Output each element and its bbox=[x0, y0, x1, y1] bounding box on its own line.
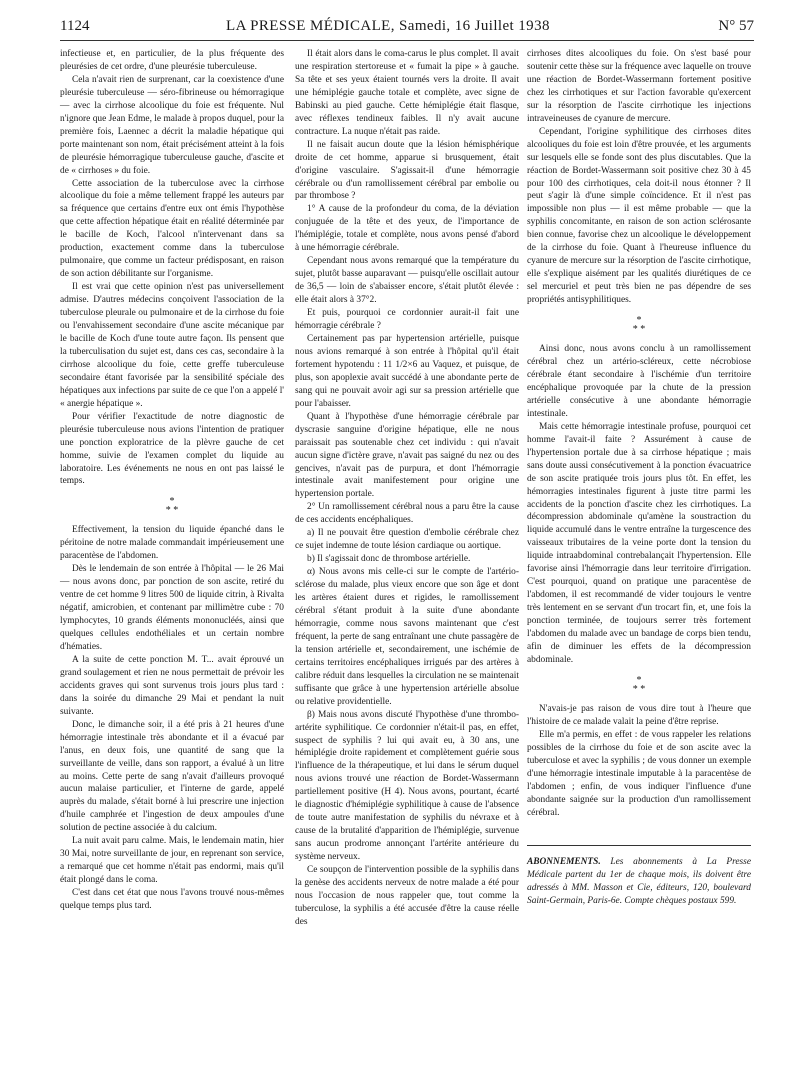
subscription-label: ABONNEMENTS. bbox=[527, 857, 601, 868]
paragraph: Ce soupçon de l'intervention possible de la syphilis dans la genèse des accidents nerveux de notre malade a été pour nous l'occasion de nous rappeler que, tout comme la tuberculose, la syphilis a été accusée d'être la cause réelle des bbox=[295, 865, 519, 927]
paragraph: Quant à l'hypothèse d'une hémorragie cérébrale par dyscrasie sanguine d'origine hépatique, elle ne nous paraissait pas soutenable chez cet individu : qui n'avait aucun signe d'ictère grave, n'avait pas saigné du nez ou des gencives, n'avait pas de purpura, et dont l'hémorragie intestinale avait manifestement pour origine une hypertension portale. bbox=[295, 411, 519, 500]
section-separator: * * * bbox=[632, 674, 646, 695]
column-right bbox=[527, 48, 751, 908]
paragraph: N'avais-je pas raison de vous dire tout à l'heure que l'histoire de ce malade valait la peine d'être reprise. bbox=[527, 703, 751, 727]
paragraph: Donc, le dimanche soir, il a été pris à 21 heures d'une hémorragie intestinale très abondante et il a évacué par l'anus, en deux fois, une quantité de sang que la surveillante de veille, dans son rapport, a évalué à un litre au moins. Cette perte de sang n'avait d'ailleurs provoqué aucun malaise particulier, et l'interne de garde, appelé auprès du malade, s'était borné à lui prescrire une injection d'huile camphrée et l'ingestion de deux ampoules d'une solution de pectine associée à du calcium. bbox=[60, 719, 284, 834]
paragraph: Il ne faisait aucun doute que la lésion hémisphérique droite de cet homme, apparue si brusquement, était d'origine vasculaire. S'agissait-il d'une hémorragie cérébrale ou d'un ramollissement cérébral par embolie ou par thrombose ? bbox=[295, 139, 519, 202]
page-header bbox=[60, 18, 754, 40]
paragraph: 2° Un ramollissement cérébral nous a paru être la cause de ces accidents encéphaliques. bbox=[295, 502, 519, 526]
subscription-text: Les abonnements à La Presse Médicale partent du 1er de chaque mois, ils doivent être adressés à MM. Masson et Cie, éditeurs, 120, boulevard Saint-Germain, Paris-6e. Compte chèques postaux 599. bbox=[527, 857, 751, 907]
paragraph: Et puis, pourquoi ce cordonnier aurait-il fait une hémorragie cérébrale ? bbox=[295, 308, 519, 332]
paragraph: Cela n'avait rien de surprenant, car la coexistence d'une pleurésie tuberculeuse — séro-fibrineuse ou hémorragique — avec la cirrhose alcoolique du foie est fréquente. Nul n'ignore que Jean Edme, le malade à propos duquel, pour la première fois, Laennec a décrit la maladie hépatique qui porte maintenant son nom, était précisément atteint à la fois de pleurésie hémorragique tuberculeuse gauche, d'ascite et de « cirrhoses » du foie. bbox=[60, 74, 284, 176]
paragraph: Ainsi donc, nous avons conclu à un ramollissement cérébral chez un artério-scléreux, cette nécrobiose cérébrale étant secondaire à l'ischémie d'un territoire encéphalique provoquée par la chute de la pression artérielle consécutive à une abondante hémorragie intestinale. bbox=[527, 344, 751, 419]
paragraph: Pour vérifier l'exactitude de notre diagnostic de pleurésie tuberculeuse nous avions l'intention de pratiquer une ponction exploratrice de la plèvre gauche de cet homme, suivie de l'examen complet du liquide au laboratoire. Les événements ne nous en ont pas laissé le temps. bbox=[60, 411, 284, 487]
subscription-notice bbox=[527, 845, 751, 908]
paragraph: b) Il s'agissait donc de thrombose artérielle. bbox=[307, 554, 471, 565]
paragraph: 1° A cause de la profondeur du coma, de la déviation conjuguée de la tête et des yeux, de l'importance de l'hémiplégie, totale et complète, nous avons pensé d'abord à une hémorragie cérébrale. bbox=[295, 204, 519, 254]
paragraph: Cependant, l'origine syphilitique des cirrhoses dites alcooliques du foie est loin d'être prouvée, et les arguments sur lesquels elle se fonde sont des plus discutables. Que la réaction de Bordet-Wassermann soit positive chez 30 à 45 pour 100 des cirrhotiques, cela doit-il nous étonner ? Il peut s'agir là d'une simple coïncidence. Et il n'est pas impossible non plus — il est même probable — que la syphilis concomitante, en raison de son action sclérosante bien connue, favorise chez un alcoolique le développement de la cirrhose du foie. Quant à l'heureuse influence du cyanure de mercure sur la résorption de l'ascite cirrhotique, elle s'explique aisément par les qualités diurétiques de ce sel mercuriel et peut très bien ne pas dépendre de ses propriétés antisyphilitiques. bbox=[527, 126, 751, 306]
paragraph: A la suite de cette ponction M. T... avait éprouvé un grand soulagement et rien ne nous permettait de prévoir les accidents graves qui sont survenus trois jours plus tard : dans la soirée du dimanche 29 Mai et pendant la nuit suivante. bbox=[60, 654, 284, 717]
section-separator: * * * bbox=[165, 496, 179, 517]
paragraph: Certainement pas par hypertension artérielle, puisque nous avions remarqué à son entrée à l'hôpital qu'il était fortement hypotendu : 11 1/2×6 au Vaquez, et puisque, de plus, son apoplexie avait succédé à une abondante perte de sang qui ne pouvait avoir agi sur sa pression artérielle que pour l'abaisser. bbox=[295, 333, 519, 409]
paragraph: β) Mais nous avons discuté l'hypothèse d'une thrombo-artérite syphilitique. Ce cordonnier n'était-il pas, en effet, suspect de syphilis ? lui qui avait eu, à 30 ans, une hémiplégie droite rapidement et complètement guérie sous l'influence de la thérapeutique, et lui dans le sérum duquel nous avions trouvé une réaction de Bordet-Wassermann partiellement positive (H 4). Nous avons, pourtant, écarté le diagnostic d'hémiplégie syphilitique à cause de l'absence de toute autre manifestation de syphilis du névraxe et à cause de la brutalité d'apparition de l'hémiplégie, survenue sans aucun prodrome annonçant l'artérite antérieure du système nerveux. bbox=[295, 709, 519, 863]
paragraph: Il est vrai que cette opinion n'est pas universellement admise. D'autres médecins conçoivent l'association de la tuberculose pleurale ou pulmonaire et de la cirrhose du foie ou l'envahissement secondaire d'une ascite mécanique par le bacille de Koch d'une toute autre façon. Ils pensent que la tuberculisation du sujet est, dans ces cas, secondaire à la cirrhose alcoolique du foie, cette greffe tuberculeuse secondaire étant favorisée par la sensibilité spéciale des hépatiques aux infections par suite de ce que l'on a appelé l' « anergie hépatique ». bbox=[60, 282, 284, 409]
paragraph: Mais cette hémorragie intestinale profuse, pourquoi cet homme l'avait-il faite ? Assurément à cause de l'hypertension portale due à sa cirrhose hépatique ; mais sans doute aussi consécutivement à la ponction évacuatrice de son ascite pratiquée trois jours plus tôt. En effet, les hémorragies intestinales figurent à juste titre parmi les accidents de la ponction d'ascite chez les cirrhotiques. La décompression abdominale qu'amène la soustraction du liquide accumulé dans le ventre entraîne la turgescence des vaisseaux tributaires de la veine porte dont la tension du liquide intraabdominal contrebalançait l'hypertension. Elle favorise ainsi l'hémorragie dans leur territoire d'irrigation. C'est pourquoi, quand on pratique une paracentèse de l'abdomen, il est recommandé de vider toujours le ventre très lentement en se servant d'un trocart fin, et, une fois la ponction terminée, de toujours serrer très fortement l'abdomen du malade avec un bandage de corps bien tendu, afin de diminuer les effets de la décompression abdominale. bbox=[527, 421, 751, 665]
paragraph: Il était alors dans le coma-carus le plus complet. Il avait une respiration stertoreuse et « fumait la pipe » à gauche. Sa tête et ses yeux étaient tournés vers la droite. Il avait une hémiplégie gauche totale et complète, avec signe de Babinski au pied gauche. Cette hémiplégie était flasque, avec réflexes tendineux faibles. Il n'y avait aucune contracture. La nuque n'était pas raide. bbox=[295, 49, 519, 137]
section-separator: * * * bbox=[632, 315, 646, 336]
paragraph: C'est dans cet état que nous l'avons trouvé nous-mêmes quelque temps plus tard. bbox=[60, 888, 284, 912]
paragraph: Dès le lendemain de son entrée à l'hôpital — le 26 Mai — nous avons donc, par ponction de son ascite, retiré du ventre de cet homme 9 litres 500 de liquide citrin, à Rivalta négatif, amicrobien, et contenant par millimètre cube : 70 lymphocytes, 10 grands éléments mononucléés, ainsi que quelques cellules endothéliales et un certain nombre d'hématies. bbox=[60, 564, 284, 652]
journal-title: LA PRESSE MÉDICALE, Samedi, 16 Juillet 1938 bbox=[226, 18, 550, 34]
paragraph: Elle m'a permis, en effet : de vous rappeler les relations possibles de la cirrhose du foie et de son ascite avec la tuberculose et avec la syphilis ; de vous donner un exemple d'une hémorragie intestinale imputable à la paracentèse de l'abdomen ; enfin, de vous indiquer l'influence d'une abondante saignée sur la production d'un ramollissement cérébral. bbox=[527, 729, 751, 818]
paragraph: a) Il ne pouvait être question d'embolie cérébrale chez ce sujet indemne de toute lésion cardiaque ou aortique. bbox=[295, 528, 519, 552]
page-number: 1124 bbox=[60, 18, 90, 34]
issue-number: N° 57 bbox=[718, 18, 754, 34]
paragraph: Cette association de la tuberculose avec la cirrhose alcoolique du foie a même tellement frappé les auteurs par sa fréquence que certains d'entre eux ont émis l'hypothèse que cette affection hépatique était en réalité déterminée par le bacille de Koch, l'alcool n'intervenant dans sa production, exactement comme dans la tuberculose pulmonaire, que comme un facteur prédisposant, en raison de son action débilitante sur l'organisme. bbox=[60, 178, 284, 280]
column-left bbox=[60, 48, 284, 913]
paragraph: Effectivement, la tension du liquide épanché dans le péritoine de notre malade commandait impérieusement une paracentèse de l'abdomen. bbox=[60, 525, 284, 562]
paragraph: Cependant nous avons remarqué que la température du sujet, plutôt basse auparavant — puisqu'elle oscillait autour de 36,5 — loin de s'abaisser encore, s'était plutôt élevée : elle était alors à 37°2. bbox=[295, 256, 519, 306]
paragraph: infectieuse et, en particulier, de la plus fréquente des pleurésies de cet ordre, d'une pleurésie tuberculeuse. bbox=[60, 49, 284, 72]
column-middle bbox=[295, 48, 519, 929]
header-rule bbox=[60, 40, 754, 41]
paragraph: La nuit avait paru calme. Mais, le lendemain matin, hier 30 Mai, notre surveillante de jour, en reprenant son service, a remarqué que cet homme n'était pas endormi, mais qu'il était plongé dans le coma. bbox=[60, 836, 284, 886]
paragraph: cirrhoses dites alcooliques du foie. On s'est basé pour soutenir cette thèse sur la fréquence avec laquelle on trouve une réaction de Bordet-Wassermann fortement positive chez les cirrhotiques et sur l'action favorable qu'exercent sur la résorption de l'ascite cirrhotique les injections intraveineuses de cyanure de mercure. bbox=[527, 49, 751, 124]
paragraph: α) Nous avons mis celle-ci sur le compte de l'artério-sclérose du malade, plus vieux encore que son âge et dont les artères étaient dures et rigides, le ramollissement cérébral s'étant produit à la suite d'une abondante hémorragie, comme nous savons maintenant que c'est fréquent, la perte de sang entraînant une chute passagère de la tension artérielle et, secondairement, une ischémie de certains territoires encéphaliques irrigués par des artères à calibre réduit dans lesquelles la circulation ne se maintenait suffisante que grâce à une hypertension artérielle absolue ou relative providentielle. bbox=[295, 567, 519, 707]
